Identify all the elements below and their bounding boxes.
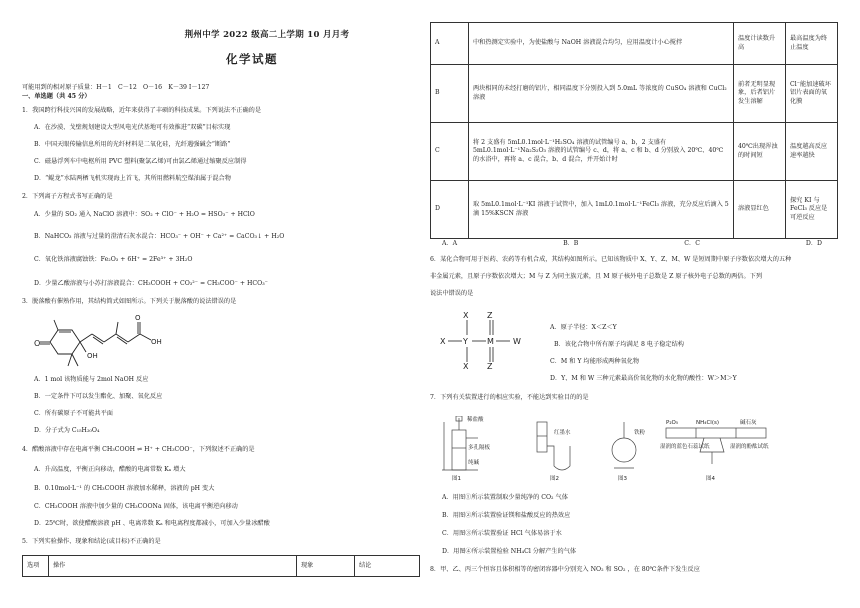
q6-stem-1: 6．某化合物可用于医药、农药等有机合成，其结构如图所示。已知该物质中 X、Y、Z、M、W 是短周期中原子序数依次增大的五种 bbox=[430, 256, 792, 263]
row-option: D bbox=[431, 181, 469, 239]
q3-option-c: C．所有碳原子不可能共平面 bbox=[34, 410, 113, 417]
atom-x-bottom: X bbox=[463, 362, 469, 370]
q2-option-c: C．氧化铁溶液腐蚀铁：Fe₂O₃ + 6H⁺ = 2Fe³⁺ + 3H₂O bbox=[34, 256, 193, 263]
atom-y: Y bbox=[463, 337, 468, 346]
q5-choice-d: D．D bbox=[805, 240, 822, 247]
acid-o-label: O bbox=[135, 314, 141, 322]
row-conclusion: 温度越高反应速率越快 bbox=[786, 123, 838, 181]
header-option: 选项 bbox=[23, 556, 49, 577]
fig4-caption: 图4 bbox=[706, 476, 715, 482]
hydroxyl-label: OH bbox=[87, 352, 98, 360]
table-row bbox=[431, 23, 838, 65]
fig1-label-plate: 多孔隔板 bbox=[468, 445, 491, 451]
q7-apparatus-figures bbox=[434, 416, 834, 482]
exam-title: 荆州中学 2022 级高二上学期 10 月月考 bbox=[184, 30, 350, 40]
q5-answer-choices bbox=[442, 240, 822, 248]
q4-option-d: D．25℃时，欲使醋酸溶液 pH 、电离常数 Kₐ 和电离程度都减小，可加入少量冰醋酸 bbox=[34, 520, 270, 527]
q1-option-b: B．中国天眼传输信息所用的光纤材料是二氧化硅，光纤遇强碱会“断路” bbox=[34, 141, 231, 148]
fig2-caption: 图2 bbox=[550, 476, 559, 482]
q5-choice-b: B．B bbox=[563, 240, 579, 247]
q4-option-a: A．升高温度，平衡正向移动，醋酸的电离常数 Kₐ 增大 bbox=[34, 466, 186, 473]
fig3-label-iron: 铁粉 bbox=[634, 430, 646, 436]
row-conclusion: 最高温度为终止温度 bbox=[786, 23, 838, 65]
q6-option-c: C．M 和 Y 均能形成两种氧化物 bbox=[550, 358, 640, 365]
q8-stem: 8．甲、乙、丙三个恒容且体积相等的密闭容器中分别充入 NO₂ 和 SO₂ ，在 80℃条件下发生反应 bbox=[430, 566, 700, 573]
fig2-label-ink: 红墨水 bbox=[554, 430, 571, 436]
q5-choice-a: A．A bbox=[442, 240, 458, 247]
row-operation: 两块相同的未经打磨的铝片，相同温度下分别投入到 5.0mL 等浓度的 CuSO₄ 溶液和 CuCl₂ 溶液 bbox=[469, 65, 734, 123]
q6-stem-2: 非金属元素，且原子序数依次增大；M 与 Z 为同主族元素，且 M 原子核外电子总数是 Z 原子核外电子总数的两倍。下列 bbox=[430, 273, 763, 280]
header-phenomenon: 现象 bbox=[297, 556, 355, 577]
q6-stem-3: 说法中错误的是 bbox=[430, 290, 474, 297]
q7-stem: 7．下列有关装置进行的相应实验，不能达到实验目的的是 bbox=[430, 394, 589, 401]
table-row bbox=[431, 181, 838, 239]
row-operation: 中和热测定实验中，为使盐酸与 NaOH 溶液混合均匀，应用温度计小心搅拌 bbox=[469, 23, 734, 65]
q6-option-b: B．该化合物中所有原子均满足 8 电子稳定结构 bbox=[554, 341, 684, 348]
row-phenomenon: 温度计读数升高 bbox=[734, 23, 786, 65]
header-conclusion: 结论 bbox=[355, 556, 420, 577]
q3-option-b: B．一定条件下可以发生酯化、加聚、氧化反应 bbox=[34, 393, 163, 400]
fig3-apparatus bbox=[612, 422, 636, 468]
fig4-label-litmus: 湿润的蓝色石蕊试纸 bbox=[660, 444, 710, 450]
fig3-caption: 图3 bbox=[618, 476, 627, 482]
q5-table-header bbox=[22, 555, 420, 577]
q2-option-a: A．少量的 SO₂ 通入 NaClO 溶液中：SO₂ + ClO⁻ + H₂O = HSO₃⁻ + HClO bbox=[34, 211, 255, 218]
table-row bbox=[431, 65, 838, 123]
compound-structure bbox=[438, 312, 533, 370]
acid-oh-label: OH bbox=[151, 338, 162, 346]
q1-option-c: C．磁悬浮列车中电枢所用 PVC 塑料(聚氯乙烯)可由氯乙烯通过缩聚反应制得 bbox=[34, 158, 247, 165]
row-option: B bbox=[431, 65, 469, 123]
atom-m: M bbox=[487, 337, 494, 346]
atomic-mass: 可能用到的相对原子质量：H－1 C－12 O－16 K－39 I－127 bbox=[22, 84, 210, 91]
row-conclusion: Cl⁻能加速破坏铝片表面的氧化膜 bbox=[786, 65, 838, 123]
q5-stem: 5．下列实验操作、现象和结论(或目标)不正确的是 bbox=[22, 538, 161, 545]
row-option: C bbox=[431, 123, 469, 181]
row-option: A bbox=[431, 23, 469, 65]
atom-z-bottom: Z bbox=[487, 362, 493, 370]
q5-table-body bbox=[430, 22, 838, 239]
q6-option-d: D．Y、M 和 W 三种元素最高价氧化物的水化物的酸性：W＞M＞Y bbox=[550, 375, 737, 382]
atom-x-top: X bbox=[463, 312, 469, 320]
fig1-label-soda: 纯碱 bbox=[468, 460, 480, 466]
fig4-label-lime: 碱石灰 bbox=[740, 420, 757, 426]
fig1-caption: 图1 bbox=[452, 476, 461, 482]
q7-option-d: D．用图④所示装置检验 NH₄Cl 分解产生的气体 bbox=[442, 548, 577, 555]
q1-stem: 1．我国跨行科技兴国的发展战略，近年来获得了丰硕的科技成果。下列说法不正确的是 bbox=[22, 107, 262, 114]
q4-option-c: C．CH₃COOH 溶液中加少量的 CH₃COONa 固体，该电离平衡逆向移动 bbox=[34, 503, 238, 510]
exam-subject: 化学试题 bbox=[226, 52, 278, 66]
fig4-label-nh4cl: NH₄Cl(s) bbox=[696, 420, 719, 426]
fig4-label-phenol: 湿润的酚酞试纸 bbox=[730, 444, 769, 450]
q4-option-b: B．0.10mol·L⁻¹ 的 CH₃COOH 溶液加水稀释，溶液的 pH 变大 bbox=[34, 485, 215, 492]
header-operation: 操作 bbox=[49, 556, 297, 577]
q7-option-c: C．用图③所示装置验证 HCl 气体易溶于水 bbox=[442, 530, 562, 537]
q1-option-d: D．“鲲龙”水陆两栖飞机实现海上首飞，其所用燃料航空煤油属于混合物 bbox=[34, 175, 231, 182]
q3-option-a: A．1 mol 该物质能与 2mol NaOH 反应 bbox=[34, 376, 149, 383]
q1-option-a: A．在沙漠、戈壁规划建设大型风电光伏基地可有效推进“双碳”目标实现 bbox=[34, 124, 231, 131]
row-conclusion: 探究 KI 与 FeCl₃ 反应是可逆反应 bbox=[786, 181, 838, 239]
row-operation: 取 5mL0.1mol·L⁻¹KI 溶液于试管中，加入 1mL0.1mol·L⁻¹FeCl₃ 溶液，充分反应后滴入 5 滴 15%KSCN 溶液 bbox=[469, 181, 734, 239]
fig1-label-acid: 稀盐酸 bbox=[467, 417, 484, 423]
row-operation: 将 2 支盛有 5mL0.1mol·L⁻¹H₂SO₄ 溶液的试管编号 a、b，2 支盛有 5mL0.1mol·L⁻¹Na₂S₂O₃ 溶液的试管编号 c、d，将 a、c 和 b、d 分别放入 20℃、40℃的水浴中，再将 a、c 混合，b、d 混合，并开始计时 bbox=[469, 123, 734, 181]
q5-choice-c: C．C bbox=[684, 240, 700, 247]
q2-option-b: B．NaHCO₃ 溶液与过量的澄清石灰水混合：HCO₃⁻ + OH⁻ + Ca²⁺ = CaCO₃↓ + H₂O bbox=[34, 233, 285, 240]
row-phenomenon: 40℃出现浑浊的时间短 bbox=[734, 123, 786, 181]
atom-z-top: Z bbox=[487, 312, 493, 320]
q2-stem: 2．下列离子方程式书写正确的是 bbox=[22, 193, 113, 200]
abscisic-acid-structure bbox=[34, 312, 174, 374]
atom-x-left: X bbox=[440, 337, 446, 346]
fig4-label-p2o5: P₂O₅ bbox=[666, 420, 679, 426]
table-row bbox=[431, 123, 838, 181]
carbonyl-o-label: O bbox=[34, 339, 41, 348]
q6-option-a: A．原子半径：X＜Z＜Y bbox=[550, 324, 617, 331]
q3-option-d: D．分子式为 C₁₅H₂₀O₄ bbox=[34, 427, 100, 434]
section-heading: 一、单选题（共 45 分） bbox=[22, 93, 91, 100]
row-phenomenon: 溶液显红色 bbox=[734, 181, 786, 239]
q7-option-b: B．用图②所示装置验证镁和盐酸反应的热效应 bbox=[442, 512, 571, 519]
row-phenomenon: 前者无明显现象，后者铝片发生溶解 bbox=[734, 65, 786, 123]
q7-option-a: A．用图①所示装置制取少量纯净的 CO₂ 气体 bbox=[442, 494, 568, 501]
q2-option-d: D．少量乙酸溶液与小苏打溶液混合：CH₃COOH + CO₃²⁻ = CH₃COO⁻ + HCO₃⁻ bbox=[34, 280, 268, 287]
q3-stem: 3．脱落酸有催熟作用，其结构简式如图所示。下列关于脱落酸的说法错误的是 bbox=[22, 298, 237, 305]
atom-w: W bbox=[513, 337, 521, 346]
q4-stem: 4．醋酸溶液中存在电离平衡 CH₃COOH ⇌ H⁺ + CH₃COO⁻，下列叙述不正确的是 bbox=[22, 446, 255, 453]
